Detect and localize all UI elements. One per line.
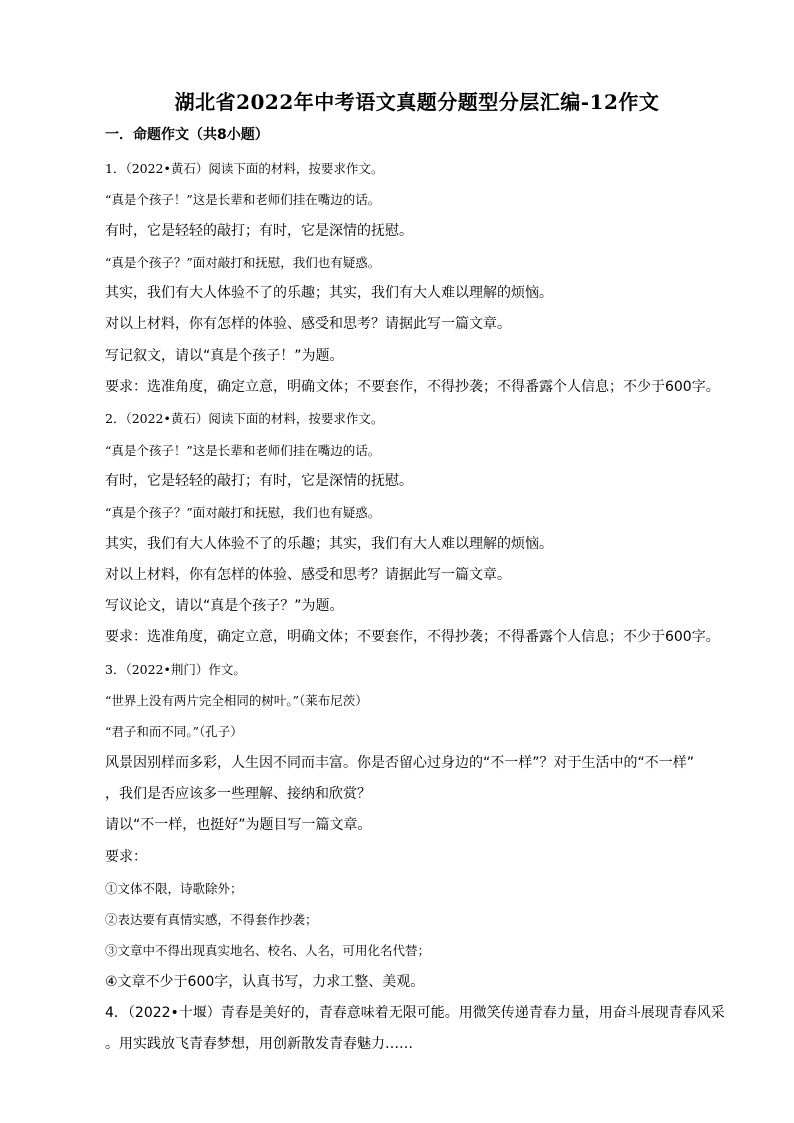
text-line: “真是个孩子？”面对敲打和抚慰，我们也有疑惑。 — [105, 505, 381, 521]
text-line: “真是个孩子？”面对敲打和抚慰，我们也有疑惑。 — [105, 254, 381, 270]
text-line: “世界上没有两片完全相同的树叶。”（莱布尼茨） — [105, 693, 368, 709]
text-line: 写记叙文，请以“真是个孩子！”为题。 — [105, 347, 344, 364]
text-line: ②表达要有真情实感，不得套作抄袭； — [105, 912, 318, 928]
text-line: 其实，我们有大人体验不了的乐趣；其实，我们有大人难以理解的烦恼。 — [105, 535, 553, 552]
text-line: 对以上材料，你有怎样的体验、感受和思考？请据此写一篇文章。 — [105, 316, 511, 333]
text-line: ①文体不限，诗歌除外； — [105, 880, 243, 896]
text-line: 其实，我们有大人体验不了的乐趣；其实，我们有大人难以理解的烦恼。 — [105, 285, 553, 302]
text-line: 要求：选准角度，确定立意，明确文体；不要套作，不得抄袭；不得番露个人信息；不少于600字。 — [105, 379, 720, 396]
question-4-header: 4．（2022•十堰）青春是美好的，青春意味着无限可能。用微笑传递青春力量，用奋斗展现青春风采 — [105, 1005, 725, 1022]
question-1-header: 1．（2022•黄石）阅读下面的材料，按要求作文。 — [105, 161, 384, 176]
text-line: 风景因别样而多彩，人生因不同而丰富。你是否留心过身边的“不一样”？对于生活中的“不一样” — [105, 754, 695, 771]
text-line: 有时，它是轻轻的敲打；有时，它是深情的抚慰。 — [105, 472, 413, 489]
text-line: 要求：选准角度，确定立意，明确文体；不要套作，不得抄袭；不得番露个人信息；不少于600字。 — [105, 629, 720, 646]
text-line: 。用实践放飞青春梦想，用创新散发青春魅力…… — [105, 1036, 413, 1053]
text-line: ③文章中不得出现真实地名、校名、人名，可用化名代替； — [105, 943, 431, 959]
text-line: “真是个孩子！”这是长辈和老师们挂在嘴边的话。 — [105, 192, 381, 208]
text-line: 请以“不一样，也挺好”为题目写一篇文章。 — [105, 817, 372, 834]
text-line: ，我们是否应该多一些理解、接纳和欣赏？ — [105, 785, 371, 802]
text-line: 写议论文，请以“真是个孩子？”为题。 — [105, 598, 344, 615]
text-line: “君子和而不同。”（孔子） — [105, 724, 243, 740]
text-line: ④文章不少于600字，认真书写，力求工整、美观。 — [105, 973, 425, 990]
section-heading: 一．命题作文（共8小题） — [105, 127, 269, 143]
text-line: 对以上材料，你有怎样的体验、感受和思考？请据此写一篇文章。 — [105, 566, 511, 583]
question-3-header: 3．（2022•荆门）作文。 — [105, 661, 246, 677]
document-body — [105, 153, 725, 1061]
text-line: “真是个孩子！”这是长辈和老师们挂在嘴边的话。 — [105, 442, 381, 458]
question-2-header: 2．（2022•黄石）阅读下面的材料，按要求作文。 — [105, 411, 384, 427]
text-line: 有时，它是轻轻的敲打；有时，它是深情的抚慰。 — [105, 222, 413, 239]
document-title: 湖北省2022年中考语文真题分题型分层汇编-12作文 — [174, 90, 660, 114]
text-line: 要求： — [105, 848, 147, 865]
